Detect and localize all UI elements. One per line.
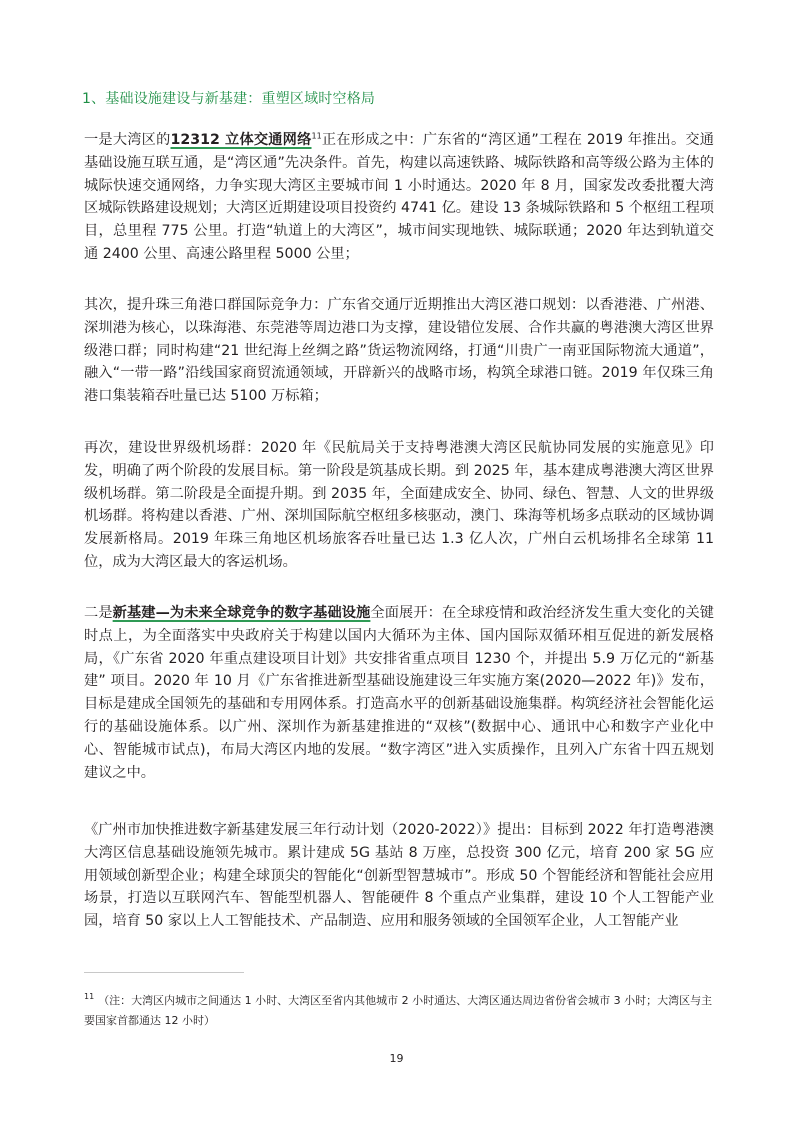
- paragraph-transport-network: [84, 129, 714, 266]
- footnote-text: （注：大湾区内城市之间通达 1 小时、大湾区至省内其他城市 2 小时通达、大湾区通达周边省份省会城市 3 小时；大湾区与主要国家首都通达 12 小时）: [84, 994, 713, 1027]
- highlight-transport-network: 12312 立体交通网络: [170, 132, 312, 148]
- paragraph-port-cluster: 其次，提升珠三角港口群国际竞争力：广东省交通厅近期推出大湾区港口规划：以香港港、广州港、深圳港为核心，以珠海港、东莞港等周边港口为支撑，建设错位发展、合作共赢的粤港澳大湾区世界级港口群；同时构建“21 世纪海上丝绸之路”货运物流网络，打通“川贵广一南亚国际物流大通道”，融入“一带一路”沿线国家商贸流通领域，开辟新兴的战略市场，构筑全球港口链。2019 年仅珠三角港口集装箱吞吐量已达 5100 万标箱；: [84, 297, 714, 405]
- paragraph-new-infrastructure: [84, 602, 714, 784]
- highlight-new-infrastructure: 新基建—为未来全球竞争的数字基础设施: [112, 605, 371, 621]
- footnote-reference[interactable]: 11: [311, 131, 322, 141]
- footnote-mark: 11: [84, 992, 95, 1002]
- paragraph-guangzhou-plan: 《广州市加快推进数字新基建发展三年行动计划（2020-2022）》提出：目标到 2022 年打造粤港澳大湾区信息基础设施领先城市。累计建成 5G 基站 8 万座，总投资 300 亿元，培育 200 家 5G 应用领域创新型企业；构建全球顶尖的智能化“创新型智慧城市”。形成 50 个智能经济和智能社会应用场景，打造以互联网汽车、智能型机器人、智能硬件 8 个重点产业集群，建设 10 个人工智能产业园，培育 50 家以上人工智能技术、产品制造、应用和服务领域的全国领军企业，人工智能产业: [84, 822, 714, 930]
- paragraph-body: 全面展开：在全球疫情和政治经济发生重大变化的关键时点上，为全面落实中央政府关于构建以国内大循环为主体、国内国际双循环相互促进的新发展格局，《广东省 2020 年重点建设项目计划》共安排省重点项目 1230 个，并提出 5.9 万亿元的“新基建” 项目。2020 年 10 月《广东省推进新型基础设施建设三年实施方案(2020—2022 年)》发布，目标是建成全国领先的基础和专用网体系。打造高水平的创新基础设施集群。构筑经济社会智能化运行的基础设施体系。以广州、深圳作为新基建推进的“双核”(数据中心、通讯中心和数字产业化中心、智能城市试点)，布局大湾区内地的发展。“数字湾区”进入实质操作，且列入广东省十四五规划建议之中。: [84, 605, 714, 781]
- footnote: [84, 991, 714, 1031]
- paragraph-lead: 一是大湾区的: [84, 132, 171, 148]
- paragraph-body: 正在形成之中：广东省的“湾区通”工程在 2019 年推出。交通基础设施互联互通，是“湾区通”先决条件。首先，构建以高速铁路、城际铁路和高等级公路为主体的城际快速交通网络，力争实现大湾区主要城市间 1 小时通达。2020 年 8 月，国家发改委批覆大湾区城际铁路建设规划；大湾区近期建设项目投资约 4741 亿。建设 13 条城际铁路和 5 个枢纽工程项目，总里程 775 公里。打造“轨道上的大湾区”，城市间实现地铁、城际联通；2020 年达到轨道交通 2400 公里、高速公路里程 5000 公里；: [84, 132, 714, 262]
- paragraph-lead: 二是: [84, 605, 113, 621]
- page-number: 19: [389, 1052, 404, 1065]
- footnote-divider: [84, 972, 244, 973]
- section-heading: 1、基础设施建设与新基建：重塑区域时空格局: [82, 91, 376, 107]
- paragraph-airport-cluster: 再次，建设世界级机场群：2020 年《民航局关于支持粤港澳大湾区民航协同发展的实施意见》印发，明确了两个阶段的发展目标。第一阶段是筑基成长期。到 2025 年，基本建成粤港澳大湾区世界级机场群。第二阶段是全面提升期。到 2035 年，全面建成安全、协同、绿色、智慧、人文的世界级机场群。将构建以香港、广州、深圳国际航空枢纽多核驱动，澳门、珠海等机场多点联动的区域协调发展新格局。2019 年珠三角地区机场旅客吞吐量已达 1.3 亿人次，广州白云机场排名全球第 11 位，成为大湾区最大的客运机场。: [84, 440, 714, 570]
